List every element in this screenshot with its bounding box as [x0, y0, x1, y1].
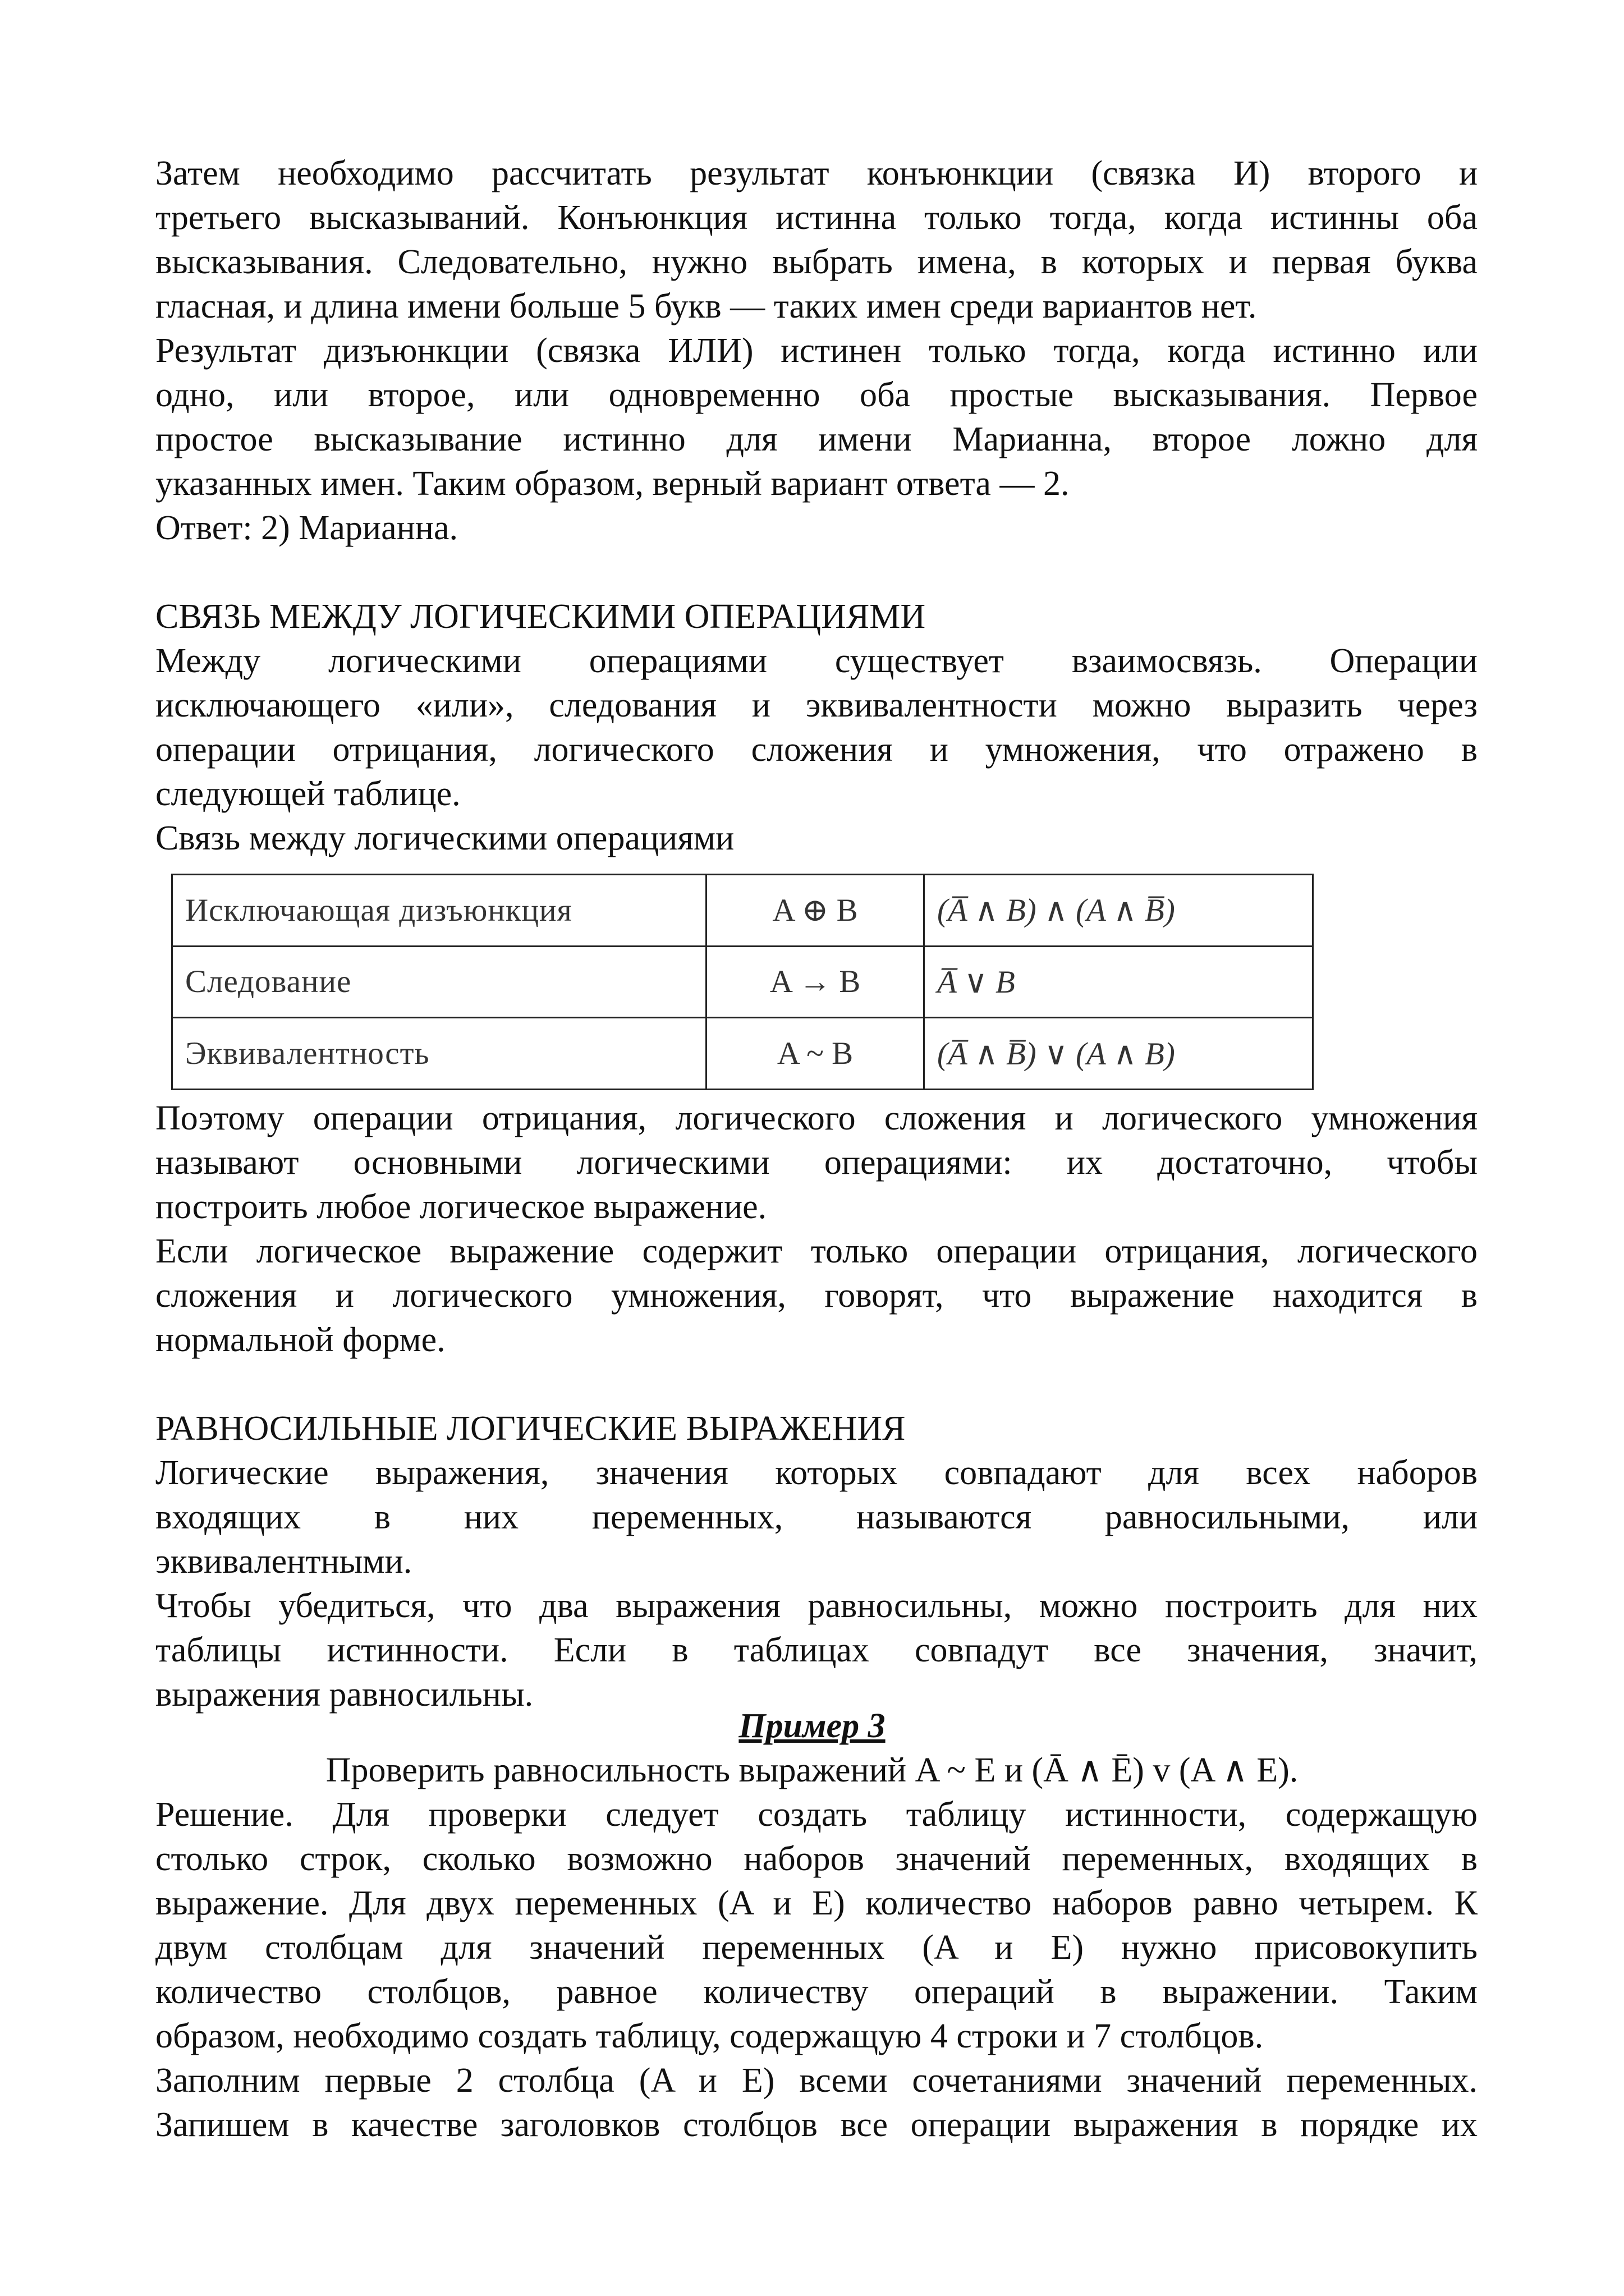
paragraph-basic-operations: [155, 1096, 1478, 1229]
operation-formula: A̅ ∨ B: [924, 946, 1313, 1018]
text-line: называют основными логическими операциями: их достаточно, чтобы: [155, 1144, 1478, 1182]
operation-notation: A ~ B: [707, 1018, 924, 1090]
text-line: построить любое логическое выражение.: [155, 1188, 767, 1226]
text-line: выражение. Для двух переменных (A и E) количество наборов равно четырем. К: [155, 1884, 1478, 1922]
paragraph-truth-tables: [155, 1584, 1478, 1717]
example-title: Пример 3: [738, 1707, 886, 1745]
table-caption: Связь между логическими операциями: [155, 819, 735, 857]
text-line: Чтобы убедиться, что два выражения равносильны, можно построить для них: [155, 1587, 1478, 1625]
text-line: нормальной форме.: [155, 1321, 446, 1359]
text-line: столько строк, сколько возможно наборов значений переменных, входящих в: [155, 1840, 1478, 1878]
section-heading-operations: СВЯЗЬ МЕЖДУ ЛОГИЧЕСКИМИ ОПЕРАЦИЯМИ: [155, 598, 926, 636]
text-line: следующей таблице.: [155, 775, 461, 813]
operation-formula: (A̅ ∧ B̅) ∨ (A ∧ B): [924, 1018, 1313, 1090]
text-line: Заполним первые 2 столбца (A и E) всеми сочетаниями значений переменных.: [155, 2061, 1478, 2100]
table-row: [172, 875, 1313, 947]
text-line: одно, или второе, или одновременно оба простые высказывания. Первое: [155, 376, 1478, 414]
text-line: высказывания. Следовательно, нужно выбрать имена, в которых и первая буква: [155, 243, 1478, 281]
text-line: сложения и логического умножения, говорят, что выражение находится в: [155, 1276, 1478, 1315]
paragraph-fill-columns: [155, 2059, 1478, 2147]
paragraph-relations: [155, 639, 1478, 816]
operation-name: Эквивалентность: [172, 1018, 707, 1090]
text-line: третьего высказываний. Конъюнкция истинна только тогда, когда истинны оба: [155, 199, 1478, 237]
answer-line: Ответ: 2) Марианна.: [155, 509, 458, 547]
text-line: Затем необходимо рассчитать результат конъюнкции (связка И) второго и: [155, 154, 1478, 192]
example-task: Проверить равносильность выражений A ~ E и (Ā ∧ Ē) v (A ∧ E).: [325, 1751, 1299, 1789]
text-line: выражения равносильны.: [155, 1675, 534, 1714]
paragraph-equivalent-definition: [155, 1451, 1478, 1584]
section-heading-equivalent: РАВНОСИЛЬНЫЕ ЛОГИЧЕСКИЕ ВЫРАЖЕНИЯ: [155, 1409, 906, 1448]
table-row: [172, 946, 1313, 1018]
text-line: указанных имен. Таким образом, верный вариант ответа — 2.: [155, 465, 1070, 503]
text-line: Результат дизъюнкции (связка ИЛИ) истинен только тогда, когда истинно или: [155, 332, 1478, 370]
text-line: двум столбцам для значений переменных (A и E) нужно присовокупить: [155, 1928, 1478, 1967]
text-line: образом, необходимо создать таблицу, содержащую 4 строки и 7 столбцов.: [155, 2017, 1264, 2055]
text-line: эквивалентными.: [155, 1542, 412, 1581]
text-line: операции отрицания, логического сложения и умножения, что отражено в: [155, 731, 1478, 769]
text-line: простое высказывание истинно для имени Марианна, второе ложно для: [155, 420, 1478, 458]
text-line: Решение. Для проверки следует создать таблицу истинности, содержащую: [155, 1796, 1478, 1834]
text-line: Логические выражения, значения которых совпадают для всех наборов: [155, 1454, 1478, 1492]
paragraph-solution: [155, 1793, 1478, 2059]
text-line: Поэтому операции отрицания, логического сложения и логического умножения: [155, 1099, 1478, 1137]
operation-notation: A ⊕ B: [707, 875, 924, 947]
paragraph-disjunction: [155, 329, 1478, 506]
operation-notation: A → B: [707, 946, 924, 1018]
paragraph-conjunction: [155, 151, 1478, 329]
text-line: исключающего «или», следования и эквивалентности можно выразить через: [155, 686, 1478, 724]
operation-name: Следование: [172, 946, 707, 1018]
text-line: Если логическое выражение содержит только операции отрицания, логического: [155, 1232, 1478, 1270]
text-line: Запишем в качестве заголовков столбцов все операции выражения в порядке их: [155, 2106, 1478, 2144]
table-row: [172, 1018, 1313, 1090]
operation-formula: (A̅ ∧ B) ∧ (A ∧ B̅): [924, 875, 1313, 947]
text-line: таблицы истинности. Если в таблицах совпадут все значения, значит,: [155, 1631, 1478, 1669]
operations-table: [171, 874, 1314, 1090]
text-line: количество столбцов, равное количеству операций в выражении. Таким: [155, 1973, 1478, 2011]
text-line: гласная, и длина имени больше 5 букв — таких имен среди вариантов нет.: [155, 287, 1257, 325]
text-line: входящих в них переменных, называются равносильными, или: [155, 1498, 1478, 1536]
text-line: Между логическими операциями существует взаимосвязь. Операции: [155, 642, 1478, 680]
operation-name: Исключающая дизъюнкция: [172, 875, 707, 947]
paragraph-normal-form: [155, 1229, 1478, 1362]
